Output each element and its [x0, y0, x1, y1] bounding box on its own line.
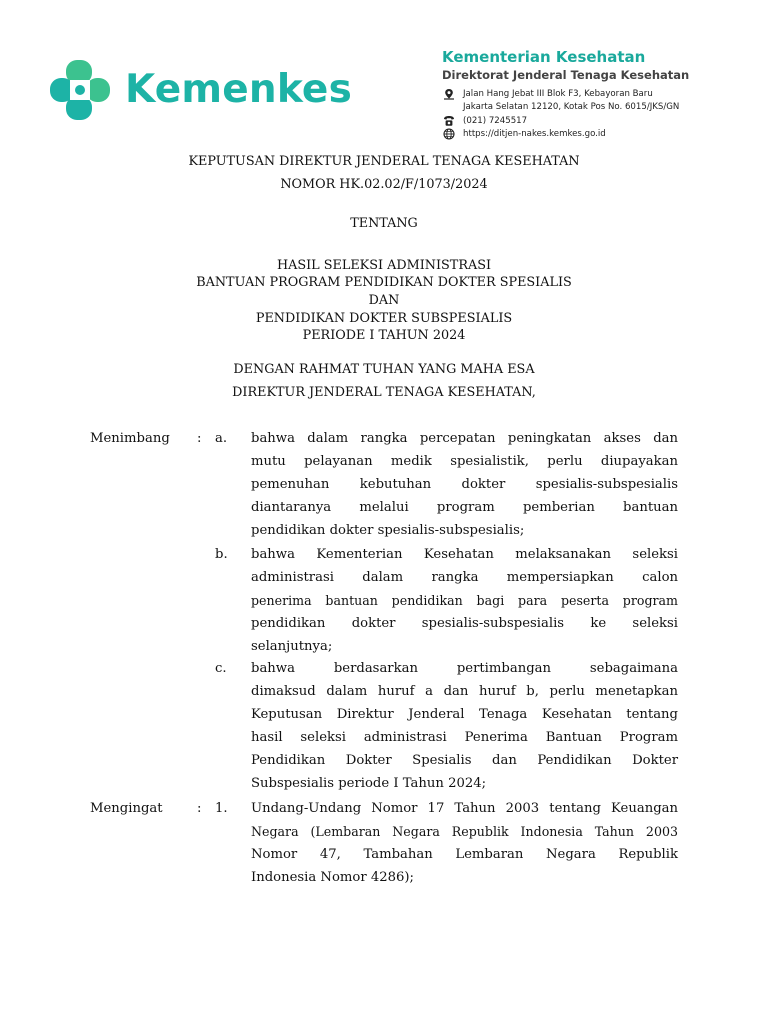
subject-line: BANTUAN PROGRAM PENDIDIKAN DOKTER SPESIALIS — [196, 275, 572, 290]
paragraph-line: administrasi dalam rangka mempersiapkan calon — [251, 570, 678, 585]
mengingat-label: Mengingat — [90, 801, 163, 816]
clause-colon: : — [197, 431, 202, 446]
paragraph-line: hasil seleksi administrasi Penerima Bantuan Program — [251, 730, 678, 745]
subject-line: DAN — [368, 293, 400, 308]
paragraph-line: Indonesia Nomor 4286); — [251, 870, 414, 885]
invocation: DENGAN RAHMAT TUHAN YANG MAHA ESA — [233, 362, 535, 377]
paragraph-line: dimaksud dalam huruf a dan huruf b, perlu menetapkan — [251, 684, 678, 699]
clause-marker: c. — [215, 661, 227, 676]
clause-colon: : — [197, 801, 202, 816]
subject-line: HASIL SELEKSI ADMINISTRASI — [276, 258, 492, 273]
about-heading: TENTANG — [350, 216, 418, 231]
clause-paragraph — [251, 427, 678, 542]
brand-wordmark: Kemenkes — [125, 67, 352, 112]
kemenkes-logo-mark-icon — [48, 58, 112, 122]
decree-number: NOMOR HK.02.02/F/1073/2024 — [280, 177, 488, 192]
location-pin-icon — [443, 88, 455, 100]
clause-paragraph — [251, 543, 678, 658]
directorate-name: Direktorat Jenderal Tenaga Kesehatan — [442, 68, 690, 82]
address-line-1: Jalan Hang Jebat III Blok F3, Kebayoran Baru — [463, 89, 653, 99]
clause-marker: b. — [215, 547, 228, 562]
decree-title: KEPUTUSAN DIREKTUR JENDERAL TENAGA KESEHATAN — [188, 154, 580, 169]
paragraph-line: bahwa Kementerian Kesehatan melaksanakan seleksi — [251, 547, 678, 562]
paragraph-line: mutu pelayanan medik spesialistik, perlu diupayakan — [251, 454, 678, 469]
paragraph-line: pemenuhan kebutuhan dokter spesialis-subspesialis — [251, 477, 678, 492]
clause-marker: 1. — [215, 801, 228, 816]
paragraph-line: Undang-Undang Nomor 17 Tahun 2003 tentang Keuangan — [251, 801, 678, 816]
issuing-authority: DIREKTUR JENDERAL TENAGA KESEHATAN, — [232, 385, 536, 400]
paragraph-line: penerima bantuan pendidikan bagi para peserta program — [251, 593, 678, 608]
menimbang-label: Menimbang — [90, 431, 170, 446]
paragraph-line: pendidikan dokter spesialis-subspesialis ke seleksi — [251, 616, 678, 631]
subject-line: PERIODE I TAHUN 2024 — [302, 328, 466, 343]
paragraph-line: Subspesialis periode I Tahun 2024; — [251, 776, 487, 791]
telephone-icon — [443, 115, 455, 127]
paragraph-line: Keputusan Direktur Jenderal Tenaga Kesehatan tentang — [251, 707, 678, 722]
paragraph-line: diantaranya melalui program pemberian bantuan — [251, 500, 678, 515]
ministry-name: Kementerian Kesehatan — [442, 48, 646, 66]
phone-number: (021) 7245517 — [463, 116, 528, 126]
paragraph-line: Pendidikan Dokter Spesialis dan Pendidikan Dokter — [251, 753, 678, 768]
subject-line: PENDIDIKAN DOKTER SUBSPESIALIS — [255, 311, 513, 326]
paragraph-line: selanjutnya; — [251, 639, 333, 654]
globe-icon — [443, 128, 455, 140]
paragraph-line: Nomor 47, Tambahan Lembaran Negara Republik — [251, 847, 678, 862]
paragraph-line: Negara (Lembaran Negara Republik Indonesia Tahun 2003 — [251, 824, 678, 839]
address-line-2: Jakarta Selatan 12120, Kotak Pos No. 6015/JKS/GN — [463, 102, 680, 112]
website-url: https://ditjen-nakes.kemkes.go.id — [463, 129, 606, 139]
clause-paragraph — [251, 797, 678, 889]
clause-paragraph — [251, 657, 678, 795]
paragraph-line: pendidikan dokter spesialis-subspesialis; — [251, 523, 525, 538]
paragraph-line: bahwa berdasarkan pertimbangan sebagaimana — [251, 661, 678, 676]
clause-marker: a. — [215, 431, 228, 446]
paragraph-line: bahwa dalam rangka percepatan peningkatan akses dan — [251, 431, 678, 446]
